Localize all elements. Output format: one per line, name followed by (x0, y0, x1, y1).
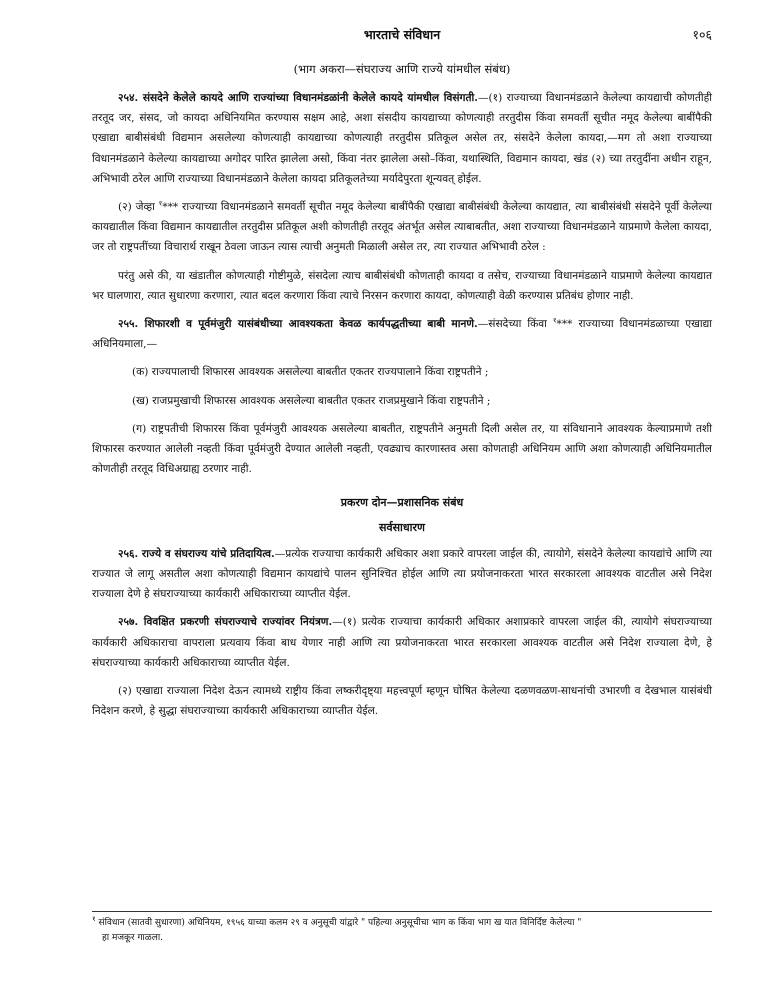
article-254-para-1 (92, 88, 712, 189)
article-255-clause-c: (ग) राष्ट्रपतीची शिफारस किंवा पूर्वमंजुरी आवश्यक असलेल्या बाबतीत, राष्ट्रपतीने अनुमती दिली असेल तर, या संविधानाने आवश्यक केल्याप्रमाणे तशी शिफारस करण्यात आलेली नव्हती किंवा पूर्वमंजुरी देण्यात आलेली नव्हती, एवढ्याच कारणास्तव असा कोणताही अधिनियम आणि अशा कोणत्याही अधिनियमातील कोणतीही तरतूद विधिअग्राह्य ठरणार नाही. (92, 422, 712, 476)
article-256-heading: २५६. राज्ये व संघराज्य यांचे प्रतिदायित्व. (118, 547, 275, 560)
part-subtitle: (भाग अकरा—संघराज्य आणि राज्ये यांमधील संबंध) (293, 62, 511, 76)
page-header (92, 26, 712, 46)
footnote-ref: १ (552, 316, 557, 325)
article-255-clause-a: (क) राज्यपालाची शिफारस आवश्यक असलेल्या बाबतीत एकतर राज्यपालाने किंवा राष्ट्रपतीने ; (132, 366, 489, 379)
article-254-proviso: परंतु असे की, या खंडातील कोणत्याही गोष्टीमुळे, संसदेला त्याच बाबीसंबंधी कोणताही कायदा व तसेच, राज्याच्या विधानमंडळाने याप्रमाणे केलेल्या कायद्यात भर घालणारा, त्यात सुधारणा करणारा, त्यात बदल करणारा किंवा त्याचे निरसन करणारा कायदा, कोणत्याही वेळी करण्यास प्रतिबंध होणार नाही. (92, 269, 712, 302)
article-255-clause-b: (ख) राजप्रमुखाची शिफारस आवश्यक असलेल्या बाबतीत एकतर राजप्रमुखाने किंवा राष्ट्रपतीने ; (132, 394, 491, 407)
article-257-text-1: —(१) प्रत्येक राज्याचा कार्यकारी अधिकार अशाप्रकारे वापरला जाईल की, त्यायोगे संघराज्याच्या कार्यकारी अधिकाराचा वापराला प्रत्यवाय किंवा बाध येणार नाही आणि त्या प्रयोजनाकरता भारत सरकारला आवश्यक वाटतील असे निदेश राज्याला देणे, हे संघराज्याच्या कार्यकारी अधिकाराच्या व्याप्तीत येईल. (92, 616, 713, 669)
article-254-text-1: —(१) राज्याच्या विधानमंडळाने केलेल्या कायद्याची कोणतीही तरतूद जर, संसद, जो कायदा अधिनियमित करण्यास सक्षम आहे, अशा संसदीय कायद्याच्या कोणत्याही तरतुदीस किंवा समवर्ती सूचीत नमूद केलेल्या बाबींपैकी एखाद्या बाबीसंबंधी विद्यमान असलेल्या कोणत्याही कायद्याच्या कोणत्याही तरतुदीस प्रतिकूल असेल तर, संसदेने केलेला कायदा,—मग तो अशा राज्याच्या विधानमंडळाने केलेल्या कायद्याच्या अगोदर पारित झालेला असो, किंवा नंतर झालेला असो–किंवा, यथास्थिति, विद्यमान कायदा, खंड (२) च्या तरतुदींना अधीन राहून, अभिभावी ठरेल आणि राज्याच्या विधानमंडळाने केलेला कायदा प्रतिकूलतेच्या मर्यादेपुरता शून्यवत् होईल. (92, 92, 712, 185)
article-257-heading: २५७. विवक्षित प्रकरणी संघराज्याचे राज्यांवर नियंत्रण. (118, 616, 333, 629)
article-255-text: *** राज्याच्या विधानमंडळाच्या एखाद्या अधिनियमाला,— (92, 318, 712, 351)
chapter-title: प्रकरण दोन—प्रशासनिक संबंध (340, 496, 464, 510)
article-255-text-pre: —संसदेच्या किंवा (477, 318, 553, 331)
article-254-heading: २५४. संसदेने केलेले कायदे आणि राज्यांच्या विधानमंडळांनी केलेले कायदे यांमधील विसंगती. (118, 92, 478, 104)
footnote-mark: १ (92, 915, 96, 923)
footnote-line-2: हा मजकूर गाळला. (102, 933, 164, 943)
footnote-text-1: संविधान (सातवी सुधारणा) अधिनियम, १९५६ याच्या कलम २९ व अनुसूची यांद्वारे " पहिल्या अनुसूचीचा भाग क किंवा भाग ख यात विनिर्दिष्ट केलेल्या " (95, 918, 582, 928)
article-256-text: —प्रत्येक राज्याचा कार्यकारी अधिकार अशा प्रकारे वापरला जाईल की, त्यायोगे, संसदेने केलेल्या कायद्यांचे आणि त्या राज्यात जे लागू असतील अशा कोणत्याही विद्यमान कायद्यांचे पालन सुनिश्चित होईल आणि त्या प्रयोजनाकरता भारत सरकारला आवश्यक वाटतील असे निदेश राज्याला देणे हे संघराज्याच्या कार्यकारी अधिकाराच्या व्याप्तीत येईल. (92, 547, 712, 601)
document-body (92, 88, 712, 729)
article-257-para-1 (92, 612, 712, 673)
article-254-para-2 (92, 197, 712, 258)
article-257-para-2: (२) एखाद्या राज्याला निदेश देऊन त्यामध्ये राष्ट्रीय किंवा लष्करीदृष्ट्या महत्त्वपूर्ण म्हणून घोषित केलेल्या दळणवळण-साधनांची उभारणी व देखभाल यासंबंधी निदेशन करणे, हे सुद्धा संघराज्याच्या कार्यकारी अधिकाराच्या व्याप्तीत येईल. (92, 685, 712, 718)
article-255-para (92, 314, 712, 354)
footnote (92, 916, 712, 946)
document-title: भारताचे संविधान (363, 27, 441, 42)
footnote-divider (92, 911, 712, 912)
footnote-ref: १ (158, 199, 163, 208)
chapter-subtitle: सर्वसाधारण (379, 520, 425, 534)
document-page (92, 0, 712, 994)
page-number: १०६ (692, 27, 712, 42)
footnote-line-1 (92, 916, 712, 931)
article-254-text-2-pre: (२) जेव्हा (118, 201, 159, 214)
article-255-heading: २५५. शिफारशी व पूर्वमंजुरी यासंबंधीच्या आवश्यकता केवळ कार्यपद्धतीच्या बाबी मानणे. (118, 318, 478, 331)
article-256-para (92, 544, 712, 605)
article-254-text-2: *** राज्याच्या विधानमंडळाने समवर्ती सूचीत नमूद केलेल्या बाबींपैकी एखाद्या बाबीसंबंधी केलेल्या कायद्यात, त्या बाबीसंबंधी संसदेने पूर्वी केलेल्या कायद्यातील किंवा विद्यमान कायद्यातील तरतुदीस प्रतिकूल अशी कोणतीही तरतूद अंतर्भूत असेल त्याबाबतीत, अशा राज्याच्या विधानमंडळाने याप्रमाणे केलेला कायदा, जर तो राष्ट्रपतींच्या विचारार्थ राखून ठेवला जाऊन त्यास त्याची अनुमती मिळाली असेल तर, त्या राज्यात अभिभावी ठरेल : (92, 201, 712, 254)
